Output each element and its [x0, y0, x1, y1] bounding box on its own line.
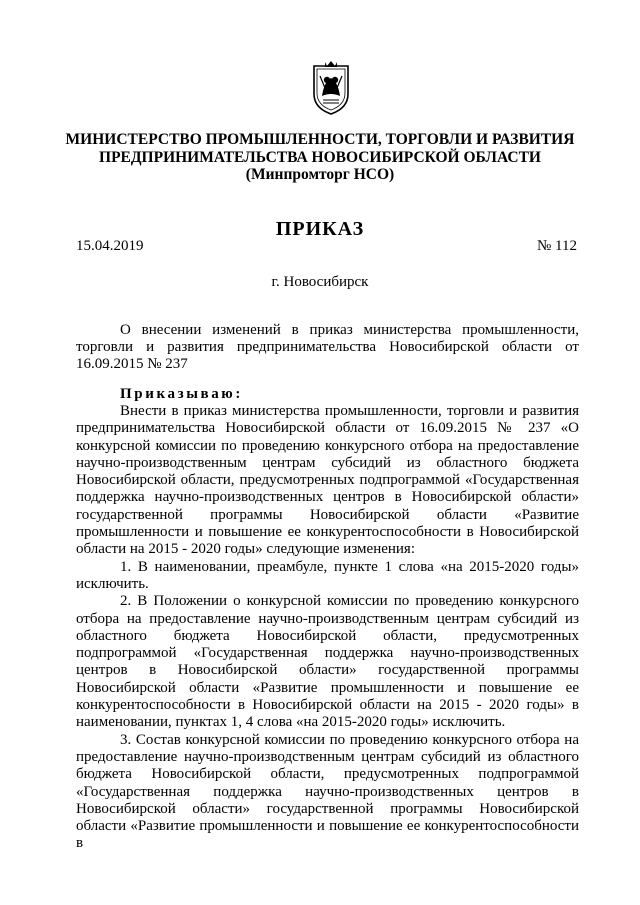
document-date: 15.04.2019 — [76, 238, 144, 254]
body-paragraph: 3. Состав конкурсной комиссии по проведению конкурсного отбора на предоставление научно-производственным центрам субсидий из областного бюджета Новосибирской области, предусмотренных подпрограммой «Государственная поддержка научно-производственных центров в Новосибирской области» государственной программы Новосибирской области «Развитие промышленности и повышение ее конкурентоспособности в — [76, 731, 579, 852]
orders-label: Приказываю: — [120, 386, 243, 402]
document-number: № 112 — [536, 238, 577, 254]
coat-of-arms-icon — [311, 60, 351, 116]
body-paragraph: 2. В Положении о конкурсной комиссии по проведению конкурсного отбора на предоставление научно-производственным центрам субсидий из областного бюджета Новосибирской области, предусмотренных подпрограммой «Государственная поддержка научно-производственных центров в Новосибирской области» государственной программы Новосибирской области «Развитие промышленности и повышение ее конкурентоспособности в Новосибирской области на 2015 - 2020 годы» в наименовании, пунктах 1, 4 слова «на 2015-2020 годы» исключить. — [76, 593, 579, 731]
document-city: г. Новосибирск — [271, 274, 369, 290]
document-type: ПРИКАЗ — [275, 218, 365, 240]
body-paragraph: Внести в приказ министерства промышленности, торговли и развития предпринимательства Новосибирской области от 16.09.2015 № 237 «О конкурсной комиссии по проведению конкурсного отбора на предоставление научно-производственным центрам субсидий из областного бюджета Новосибирской области, предусмотренных подпрограммой «Государственная поддержка научно-производственных центров в Новосибирской области» государственной программы Новосибирской области «Развитие промышленности и повышение ее конкурентоспособности в Новосибирской области на 2015 - 2020 годы» следующие изменения: — [76, 403, 579, 558]
document-body — [76, 403, 579, 853]
body-paragraph: 1. В наименовании, преамбуле, пункте 1 слова «на 2015-2020 годы» исключить. — [76, 558, 579, 592]
ministry-name-line1: МИНИСТЕРСТВО ПРОМЫШЛЕННОСТИ, ТОРГОВЛИ И РАЗВИТИЯ — [65, 131, 575, 148]
ministry-name-line2: ПРЕДПРИНИМАТЕЛЬСТВА НОВОСИБИРСКОЙ ОБЛАСТИ — [99, 149, 541, 166]
ministry-short-name: (Минпромторг НСО) — [245, 166, 395, 183]
document-subject: О внесении изменений в приказ министерства промышленности, торговли и развития предпринимательства Новосибирской области от 16.09.2015 № 237 — [76, 322, 579, 372]
